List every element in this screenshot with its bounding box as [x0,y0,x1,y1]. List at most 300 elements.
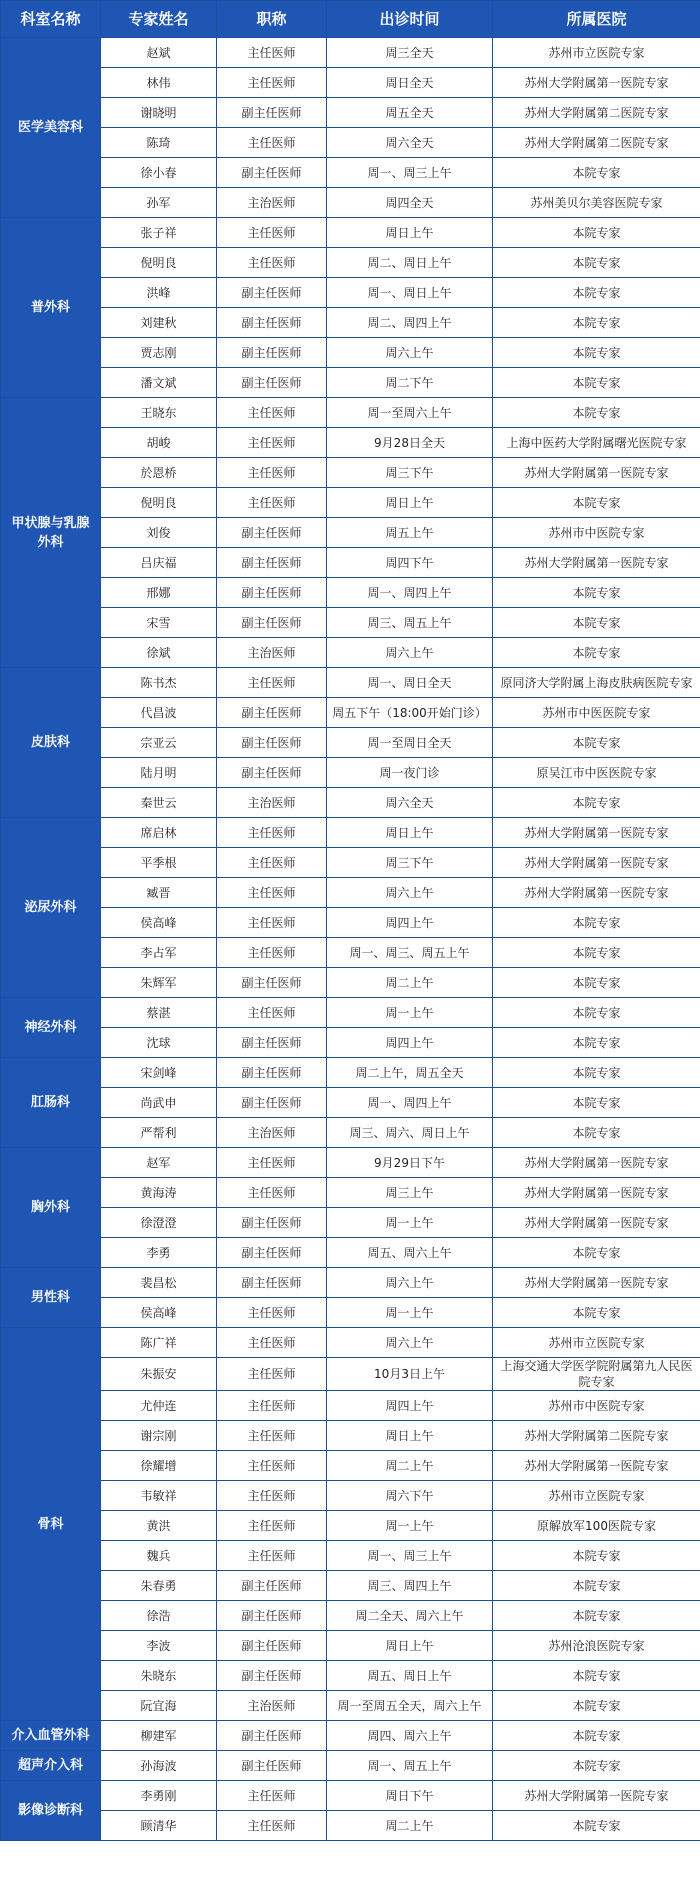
hospital-cell: 本院专家 [493,908,700,938]
hospital-cell: 上海交通大学医学院附属第九人民医院专家 [493,1358,700,1391]
title-cell: 主任医师 [217,38,327,68]
hospital-cell: 本院专家 [493,1811,700,1841]
clinic-time-cell: 周一上午 [327,1208,493,1238]
title-cell: 主任医师 [217,818,327,848]
table-row [1,1661,700,1691]
hospital-cell: 苏州大学附属第一医院专家 [493,1781,700,1811]
doctor-name-cell: 臧晋 [101,878,217,908]
table-row [1,1391,700,1421]
doctor-name-cell: 裴昌松 [101,1268,217,1298]
clinic-time-cell: 周一、周三上午 [327,158,493,188]
hospital-cell: 本院专家 [493,1721,700,1751]
doctor-name-cell: 谢宗刚 [101,1421,217,1451]
hospital-cell: 本院专家 [493,308,700,338]
header-clinic-time: 出诊时间 [327,1,493,38]
hospital-cell: 苏州沧浪医院专家 [493,1631,700,1661]
title-cell: 主任医师 [217,1421,327,1451]
hospital-cell: 本院专家 [493,248,700,278]
clinic-time-cell: 周二上午，周五全天 [327,1058,493,1088]
hospital-cell: 本院专家 [493,998,700,1028]
doctor-name-cell: 陈琦 [101,128,217,158]
hospital-cell: 本院专家 [493,638,700,668]
department-cell: 甲状腺与乳腺外科 [1,398,101,668]
hospital-cell: 本院专家 [493,1088,700,1118]
hospital-cell: 苏州大学附属第二医院专家 [493,98,700,128]
hospital-cell: 本院专家 [493,368,700,398]
doctor-name-cell: 席启林 [101,818,217,848]
hospital-cell: 苏州大学附属第一医院专家 [493,818,700,848]
doctor-name-cell: 宋雪 [101,608,217,638]
doctor-name-cell: 王晓东 [101,398,217,428]
table-row [1,818,700,848]
hospital-cell: 本院专家 [493,578,700,608]
clinic-time-cell: 周一、周日上午 [327,278,493,308]
department-cell: 医学美容科 [1,38,101,218]
title-cell: 主任医师 [217,1781,327,1811]
table-row [1,968,700,998]
title-cell: 主任医师 [217,398,327,428]
schedule-body [1,38,700,1841]
clinic-time-cell: 周四下午 [327,548,493,578]
title-cell: 副主任医师 [217,278,327,308]
clinic-time-cell: 周六全天 [327,788,493,818]
clinic-time-cell: 周六上午 [327,1328,493,1358]
table-row [1,1481,700,1511]
clinic-time-cell: 周三上午 [327,1178,493,1208]
clinic-time-cell: 周二下午 [327,368,493,398]
doctor-name-cell: 林伟 [101,68,217,98]
table-row [1,728,700,758]
doctor-name-cell: 陈书杰 [101,668,217,698]
doctor-name-cell: 柳建军 [101,1721,217,1751]
doctor-name-cell: 潘文斌 [101,368,217,398]
title-cell: 主任医师 [217,68,327,98]
title-cell: 副主任医师 [217,338,327,368]
table-row [1,1601,700,1631]
doctor-name-cell: 刘俊 [101,518,217,548]
clinic-time-cell: 周日上午 [327,818,493,848]
hospital-cell: 本院专家 [493,1238,700,1268]
table-row [1,668,700,698]
title-cell: 副主任医师 [217,1058,327,1088]
hospital-cell: 原解放军100医院专家 [493,1511,700,1541]
title-cell: 副主任医师 [217,1601,327,1631]
table-row [1,1028,700,1058]
clinic-time-cell: 周五全天 [327,98,493,128]
hospital-cell: 苏州大学附属第一医院专家 [493,458,700,488]
doctor-name-cell: 李勇 [101,1238,217,1268]
table-row [1,38,700,68]
hospital-cell: 苏州美贝尔美容医院专家 [493,188,700,218]
title-cell: 主治医师 [217,188,327,218]
table-row [1,1451,700,1481]
table-row [1,848,700,878]
hospital-cell: 本院专家 [493,788,700,818]
title-cell: 主任医师 [217,938,327,968]
table-row [1,938,700,968]
hospital-cell: 本院专家 [493,1691,700,1721]
hospital-cell: 本院专家 [493,1028,700,1058]
title-cell: 主任医师 [217,248,327,278]
doctor-name-cell: 孙海波 [101,1751,217,1781]
table-row [1,608,700,638]
table-row [1,638,700,668]
clinic-time-cell: 周日下午 [327,1781,493,1811]
title-cell: 主任医师 [217,998,327,1028]
doctor-name-cell: 侯高峰 [101,1298,217,1328]
title-cell: 主任医师 [217,1481,327,1511]
clinic-time-cell: 周六全天 [327,128,493,158]
doctor-name-cell: 沈球 [101,1028,217,1058]
table-row [1,1208,700,1238]
doctor-name-cell: 顾清华 [101,1811,217,1841]
title-cell: 副主任医师 [217,308,327,338]
hospital-cell: 苏州市中医院专家 [493,518,700,548]
hospital-cell: 本院专家 [493,1058,700,1088]
title-cell: 副主任医师 [217,1661,327,1691]
clinic-time-cell: 周五上午 [327,518,493,548]
title-cell: 副主任医师 [217,1028,327,1058]
department-cell: 皮肤科 [1,668,101,818]
table-row [1,1781,700,1811]
doctor-name-cell: 李勇刚 [101,1781,217,1811]
hospital-cell: 苏州大学附属第一医院专家 [493,548,700,578]
table-row [1,1721,700,1751]
clinic-time-cell: 周六下午 [327,1481,493,1511]
table-row [1,1178,700,1208]
clinic-time-cell: 周一、周五上午 [327,1751,493,1781]
title-cell: 主治医师 [217,788,327,818]
department-cell: 骨科 [1,1328,101,1721]
table-row [1,1751,700,1781]
title-cell: 主任医师 [217,1298,327,1328]
hospital-cell: 苏州大学附属第一医院专家 [493,1208,700,1238]
department-cell: 介入血管外科 [1,1721,101,1751]
clinic-time-cell: 周六上午 [327,638,493,668]
table-row [1,518,700,548]
clinic-time-cell: 周三、周五上午 [327,608,493,638]
doctor-name-cell: 倪明良 [101,488,217,518]
title-cell: 主任医师 [217,1391,327,1421]
hospital-cell: 苏州大学附属第一医院专家 [493,1268,700,1298]
hospital-cell: 本院专家 [493,218,700,248]
hospital-cell: 苏州大学附属第一医院专家 [493,1148,700,1178]
doctor-name-cell: 朱辉军 [101,968,217,998]
doctor-name-cell: 徐小春 [101,158,217,188]
title-cell: 副主任医师 [217,968,327,998]
title-cell: 主任医师 [217,218,327,248]
doctor-name-cell: 胡峻 [101,428,217,458]
header-hospital: 所属医院 [493,1,700,38]
hospital-cell: 苏州市立医院专家 [493,1481,700,1511]
table-row [1,1118,700,1148]
doctor-name-cell: 宗亚云 [101,728,217,758]
table-row [1,1631,700,1661]
doctor-name-cell: 张子祥 [101,218,217,248]
title-cell: 主任医师 [217,1148,327,1178]
doctor-name-cell: 李占军 [101,938,217,968]
title-cell: 主任医师 [217,1811,327,1841]
table-row [1,278,700,308]
table-row [1,788,700,818]
table-row [1,1358,700,1391]
title-cell: 副主任医师 [217,1571,327,1601]
title-cell: 主任医师 [217,1511,327,1541]
department-cell: 胸外科 [1,1148,101,1268]
doctor-name-cell: 李波 [101,1631,217,1661]
title-cell: 主治医师 [217,638,327,668]
doctor-name-cell: 洪峰 [101,278,217,308]
table-row [1,758,700,788]
clinic-time-cell: 周日上午 [327,488,493,518]
hospital-cell: 本院专家 [493,608,700,638]
doctor-name-cell: 严帮利 [101,1118,217,1148]
clinic-time-cell: 10月3日上午 [327,1358,493,1391]
clinic-time-cell: 周二上午 [327,1811,493,1841]
doctor-name-cell: 侯高峰 [101,908,217,938]
table-row [1,248,700,278]
clinic-time-cell: 周一、周三、周五上午 [327,938,493,968]
title-cell: 主任医师 [217,1451,327,1481]
clinic-time-cell: 周六上午 [327,878,493,908]
doctor-name-cell: 赵军 [101,1148,217,1178]
clinic-time-cell: 周一上午 [327,1298,493,1328]
doctor-name-cell: 朱春勇 [101,1571,217,1601]
doctor-name-cell: 尚武申 [101,1088,217,1118]
hospital-cell: 苏州市中医院专家 [493,1391,700,1421]
clinic-time-cell: 9月28日全天 [327,428,493,458]
clinic-time-cell: 周日上午 [327,1631,493,1661]
doctor-name-cell: 倪明良 [101,248,217,278]
header-row [1,1,700,38]
table-row [1,458,700,488]
table-row [1,1328,700,1358]
clinic-time-cell: 周三下午 [327,458,493,488]
clinic-time-cell: 周一至周六上午 [327,398,493,428]
doctor-name-cell: 贾志刚 [101,338,217,368]
hospital-cell: 原吴江市中医医院专家 [493,758,700,788]
doctor-name-cell: 黄洪 [101,1511,217,1541]
title-cell: 副主任医师 [217,1088,327,1118]
clinic-time-cell: 周四、周六上午 [327,1721,493,1751]
doctor-name-cell: 赵斌 [101,38,217,68]
department-cell: 神经外科 [1,998,101,1058]
table-row [1,188,700,218]
doctor-name-cell: 黄海涛 [101,1178,217,1208]
title-cell: 主任医师 [217,1178,327,1208]
doctor-name-cell: 於恩桥 [101,458,217,488]
hospital-cell: 本院专家 [493,1571,700,1601]
title-cell: 副主任医师 [217,698,327,728]
doctor-name-cell: 徐浩 [101,1601,217,1631]
title-cell: 主治医师 [217,1118,327,1148]
hospital-cell: 苏州市立医院专家 [493,38,700,68]
hospital-cell: 本院专家 [493,1298,700,1328]
doctor-name-cell: 邢娜 [101,578,217,608]
department-cell: 男性科 [1,1268,101,1328]
clinic-time-cell: 周一、周三上午 [327,1541,493,1571]
hospital-cell: 本院专家 [493,338,700,368]
title-cell: 主任医师 [217,488,327,518]
title-cell: 主治医师 [217,1691,327,1721]
table-row [1,1571,700,1601]
clinic-time-cell: 周五、周六上午 [327,1238,493,1268]
table-row [1,578,700,608]
table-row [1,998,700,1028]
doctor-name-cell: 谢晓明 [101,98,217,128]
clinic-time-cell: 周日全天 [327,68,493,98]
table-row [1,1148,700,1178]
clinic-time-cell: 周六上午 [327,1268,493,1298]
title-cell: 副主任医师 [217,158,327,188]
title-cell: 副主任医师 [217,548,327,578]
clinic-time-cell: 周二、周日上午 [327,248,493,278]
title-cell: 主任医师 [217,1541,327,1571]
title-cell: 主任医师 [217,128,327,158]
title-cell: 主任医师 [217,848,327,878]
header-department: 科室名称 [1,1,101,38]
table-row [1,1268,700,1298]
department-cell: 泌尿外科 [1,818,101,998]
doctor-name-cell: 韦敏祥 [101,1481,217,1511]
table-row [1,1421,700,1451]
title-cell: 副主任医师 [217,1721,327,1751]
title-cell: 副主任医师 [217,578,327,608]
title-cell: 副主任医师 [217,608,327,638]
doctor-name-cell: 陆月明 [101,758,217,788]
hospital-cell: 苏州大学附属第一医院专家 [493,1178,700,1208]
clinic-time-cell: 周三下午 [327,848,493,878]
title-cell: 主任医师 [217,908,327,938]
clinic-time-cell: 9月29日下午 [327,1148,493,1178]
hospital-cell: 苏州大学附属第二医院专家 [493,128,700,158]
clinic-time-cell: 周二上午 [327,1451,493,1481]
title-cell: 副主任医师 [217,1238,327,1268]
table-row [1,128,700,158]
doctor-name-cell: 徐澄澄 [101,1208,217,1238]
clinic-time-cell: 周六上午 [327,338,493,368]
title-cell: 副主任医师 [217,1268,327,1298]
clinic-time-cell: 周三全天 [327,38,493,68]
clinic-time-cell: 周二上午 [327,968,493,998]
doctor-name-cell: 秦世云 [101,788,217,818]
doctor-name-cell: 朱振安 [101,1358,217,1391]
header-title: 职称 [217,1,327,38]
hospital-cell: 苏州大学附属第一医院专家 [493,68,700,98]
doctor-name-cell: 代昌波 [101,698,217,728]
hospital-cell: 本院专家 [493,488,700,518]
doctor-name-cell: 魏兵 [101,1541,217,1571]
table-row [1,98,700,128]
department-cell: 肛肠科 [1,1058,101,1148]
clinic-time-cell: 周日上午 [327,218,493,248]
table-row [1,908,700,938]
table-row [1,338,700,368]
table-row [1,488,700,518]
title-cell: 副主任医师 [217,368,327,398]
table-row [1,548,700,578]
clinic-time-cell: 周一上午 [327,1511,493,1541]
title-cell: 副主任医师 [217,1208,327,1238]
table-row [1,1058,700,1088]
table-row [1,1088,700,1118]
table-row [1,1238,700,1268]
hospital-cell: 本院专家 [493,968,700,998]
clinic-time-cell: 周日上午 [327,1421,493,1451]
clinic-time-cell: 周四上午 [327,1391,493,1421]
table-row [1,368,700,398]
doctor-name-cell: 刘建秋 [101,308,217,338]
hospital-cell: 本院专家 [493,278,700,308]
department-cell: 超声介入科 [1,1751,101,1781]
doctor-name-cell: 徐耀增 [101,1451,217,1481]
table-row [1,1511,700,1541]
table-row [1,68,700,98]
title-cell: 副主任医师 [217,1751,327,1781]
clinic-time-cell: 周一夜门诊 [327,758,493,788]
doctor-name-cell: 平季根 [101,848,217,878]
clinic-time-cell: 周三、周四上午 [327,1571,493,1601]
hospital-cell: 苏州大学附属第二医院专家 [493,1421,700,1451]
table-row [1,428,700,458]
table-row [1,1541,700,1571]
doctor-name-cell: 吕庆福 [101,548,217,578]
doctor-name-cell: 孙军 [101,188,217,218]
doctor-name-cell: 朱晓东 [101,1661,217,1691]
table-row [1,158,700,188]
hospital-cell: 本院专家 [493,1601,700,1631]
hospital-cell: 本院专家 [493,1118,700,1148]
doctor-name-cell: 徐斌 [101,638,217,668]
title-cell: 主任医师 [217,878,327,908]
clinic-time-cell: 周二、周四上午 [327,308,493,338]
clinic-time-cell: 周一、周日全天 [327,668,493,698]
hospital-cell: 本院专家 [493,1661,700,1691]
title-cell: 主任医师 [217,1358,327,1391]
hospital-cell: 本院专家 [493,938,700,968]
clinic-time-cell: 周一、周四上午 [327,1088,493,1118]
hospital-cell: 本院专家 [493,1541,700,1571]
table-row [1,398,700,428]
hospital-cell: 苏州大学附属第一医院专家 [493,848,700,878]
header-doctor-name: 专家姓名 [101,1,217,38]
department-cell: 影像诊断科 [1,1781,101,1841]
title-cell: 副主任医师 [217,1631,327,1661]
table-row [1,878,700,908]
clinic-time-cell: 周四上午 [327,1028,493,1058]
doctor-name-cell: 宋剑峰 [101,1058,217,1088]
table-row [1,218,700,248]
title-cell: 主任医师 [217,1328,327,1358]
title-cell: 副主任医师 [217,728,327,758]
hospital-cell: 本院专家 [493,158,700,188]
hospital-cell: 本院专家 [493,1751,700,1781]
clinic-time-cell: 周一、周四上午 [327,578,493,608]
title-cell: 副主任医师 [217,98,327,128]
table-row [1,308,700,338]
table-row [1,698,700,728]
hospital-cell: 本院专家 [493,398,700,428]
title-cell: 主任医师 [217,668,327,698]
table-row [1,1298,700,1328]
hospital-cell: 原同济大学附属上海皮肤病医院专家 [493,668,700,698]
clinic-time-cell: 周一至周五全天，周六上午 [327,1691,493,1721]
clinic-time-cell: 周四上午 [327,908,493,938]
doctor-name-cell: 蔡湛 [101,998,217,1028]
title-cell: 主任医师 [217,428,327,458]
table-row [1,1691,700,1721]
clinic-time-cell: 周二全天、周六上午 [327,1601,493,1631]
